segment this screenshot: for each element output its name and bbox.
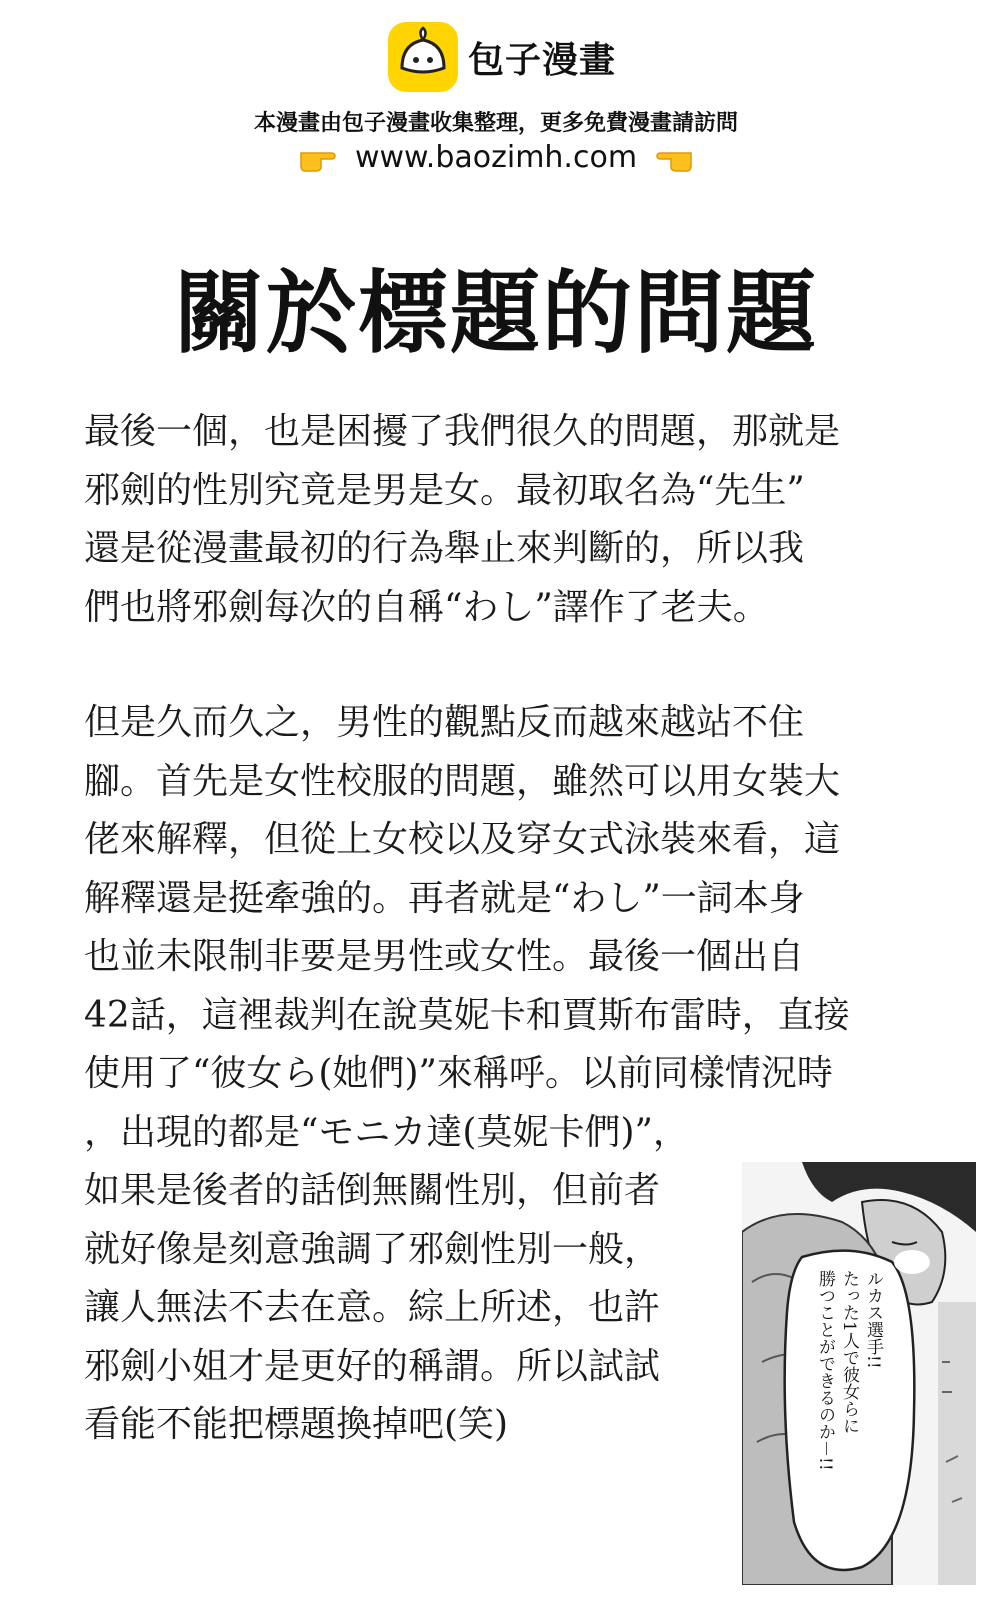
text-line: 看能不能把標題換掉吧(笑) <box>84 1404 509 1445</box>
bun-mascot-icon <box>388 22 458 92</box>
brand-name: 包子漫畫 <box>468 39 617 81</box>
page-title: 關於標題的問題 <box>174 260 818 366</box>
text-line: 42話，這裡裁判在說莫妮卡和賈斯布雷時，直接 <box>84 994 850 1036</box>
text-line: 最後一個，也是困擾了我們很久的問題，那就是 <box>84 411 841 452</box>
bubble-line: ルカス選手!! <box>863 1270 883 1369</box>
text-line: 邪劍小姐才是更好的稱謂。所以試試 <box>84 1345 661 1387</box>
text-line: 邪劍的性別究竟是男是女。最初取名為“先生” <box>84 469 805 511</box>
text-line: 們也將邪劍每次的自稱“わし”譯作了老夫。 <box>84 586 769 628</box>
pointing-hand-left-icon <box>655 143 695 173</box>
site-url-link[interactable]: www.baozimh.com <box>354 140 638 175</box>
site-notice: 本漫畫由包子漫畫收集整理，更多免費漫畫請訪問 <box>253 111 738 136</box>
text-line: 讓人無法不去在意。綜上所述，也許 <box>84 1287 661 1328</box>
manga-panel-image <box>742 1162 976 1585</box>
pointing-hand-right-icon <box>297 143 337 173</box>
text-line: 佬來解釋，但從上女校以及穿女式泳裝來看，這 <box>84 819 841 860</box>
text-line: 腳。首先是女性校服的問題，雖然可以用女裝大 <box>84 760 841 802</box>
text-line: 解釋還是挺牽強的。再者就是“わし”一詞本身 <box>84 877 805 919</box>
text-line: 使用了“彼女ら(她們)”來稱呼。以前同樣情況時 <box>84 1053 833 1094</box>
bubble-line: たった1人で彼女らに <box>839 1270 859 1434</box>
speech-bubble <box>800 1270 900 1570</box>
text-line: 如果是後者的話倒無關性別，但前者 <box>84 1170 661 1211</box>
text-line: 還是從漫畫最初的行為舉止來判斷的，所以我 <box>84 528 805 569</box>
paragraph-1 <box>84 403 840 637</box>
brand-logo[interactable] <box>388 22 616 92</box>
url-row <box>0 140 992 175</box>
bubble-line: 勝つことができるのか－!! <box>815 1270 835 1471</box>
paragraph-2 <box>84 694 850 1455</box>
text-line: ，出現的都是“モニカ達(莫妮卡們)”， <box>84 1111 689 1153</box>
text-line: 也並未限制非要是男性或女性。最後一個出自 <box>84 936 805 977</box>
text-line: 就好像是刻意強調了邪劍性別一般， <box>84 1228 661 1270</box>
text-line: 但是久而久之，男性的觀點反而越來越站不住 <box>84 702 805 743</box>
